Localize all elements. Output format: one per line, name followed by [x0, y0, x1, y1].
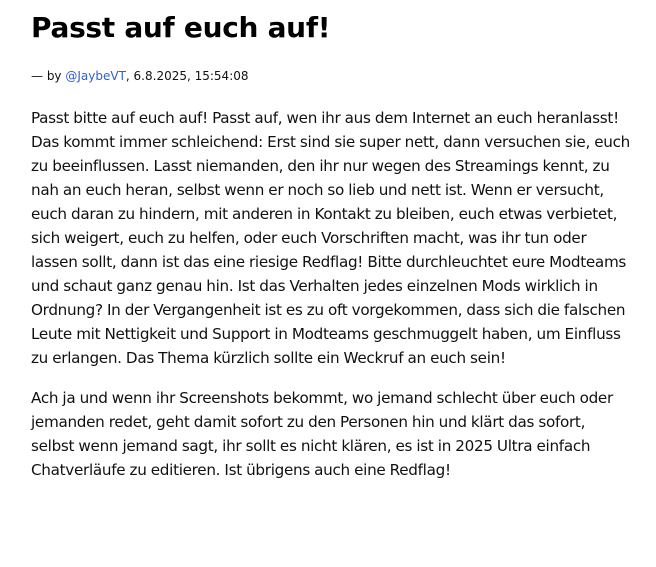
- post-paragraph: Ach ja und wenn ihr Screenshots bekommt, wo jemand schlecht über euch oder jemanden redet, geht damit sofort zu den Personen hin und klärt das sofort, selbst wenn jemand sagt, ihr sollt es nicht klären, es ist in 2025 Ultra einfach Chatverläufe zu editieren. Ist übrigens auch eine Redflag!: [31, 389, 613, 479]
- post-timestamp: 6.8.2025, 15:54:08: [133, 69, 249, 83]
- post-title: Passt auf euch auf!: [31, 11, 331, 44]
- meta-separator: ,: [125, 69, 134, 83]
- post-paragraph: Passt bitte auf euch auf! Passt auf, wen ihr aus dem Internet an euch heranlasst! Das kommt immer schleichend: Erst sind sie super nett, dann versuchen sie, euch zu beeinflussen. Lasst niemanden, den ihr nur wegen des Streamings kennt, zu nah an euch heran, selbst wenn er noch so lieb und nett ist. Wenn er versucht, euch daran zu hindern, mit anderen in Kontakt zu bleiben, euch etwas verbietet, sich weigert, euch zu helfen, oder euch Vorschriften macht, was ihr tun oder lassen sollt, dann ist das eine riesige Redflag! Bitte durchleuchtet eure Modteams und schaut ganz genau hin. Ist das Verhalten jedes einzelnen Mods wirklich in Ordnung? In der Vergangenheit ist es zu oft vorgekommen, dass sich die falschen Leute mit Nettigkeit und Support in Modteams geschmuggelt haben, um Einfluss zu erlangen. Das Thema kürzlich sollte ein Weckruf an euch sein!: [31, 109, 630, 367]
- post-container: [31, 0, 631, 498]
- meta-prefix: — by: [31, 69, 66, 83]
- author-link[interactable]: @JaybeVT: [65, 69, 126, 83]
- post-meta: [31, 68, 631, 84]
- post-body: [31, 106, 631, 482]
